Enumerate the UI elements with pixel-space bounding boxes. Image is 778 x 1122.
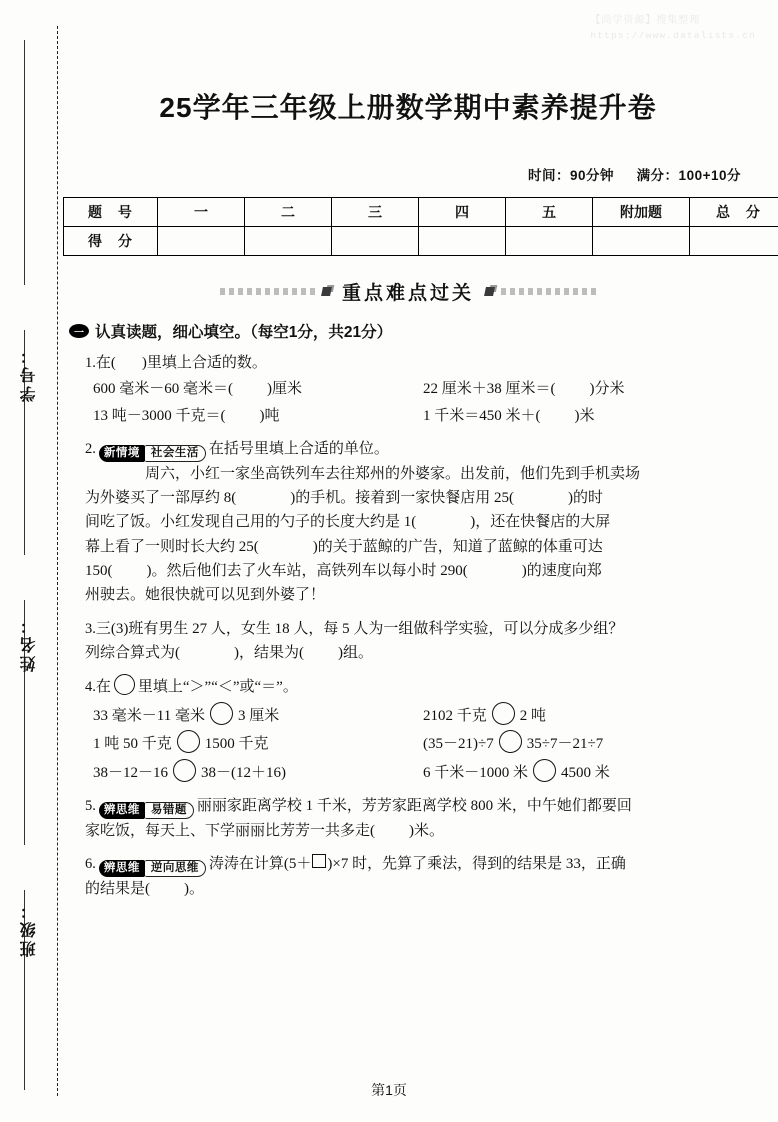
question-1-eq-1-unit: )厘米 xyxy=(267,381,302,398)
score-value-5[interactable] xyxy=(506,227,593,256)
q3-l2-b: )，结果为( xyxy=(234,645,304,662)
question-1-eq-1 xyxy=(93,377,423,401)
q2-l3-b: )，还在快餐店的大屏 xyxy=(470,514,611,531)
question-5-line-1 xyxy=(63,794,753,819)
question-1-eq-2 xyxy=(423,377,753,401)
q4-p2-right: 2 吨 xyxy=(519,707,547,724)
question-1 xyxy=(63,351,753,428)
q2-l2-a: 为外婆买了一部厚约 8( xyxy=(85,490,237,507)
question-1-stem xyxy=(63,351,753,375)
question-2-paragraph-line-5 xyxy=(63,559,753,583)
q3-l2-a: 列综合算式为( xyxy=(85,645,180,662)
compare-circle-icon[interactable] xyxy=(533,759,556,782)
question-4-row-2 xyxy=(63,730,753,756)
question-2-tags xyxy=(99,445,206,462)
student-name-label: 姓名： xyxy=(21,615,38,672)
banner-decoration-left xyxy=(219,288,315,295)
q4-p4-right: 35÷7－21÷7 xyxy=(526,736,604,753)
banner-square-left-icon xyxy=(321,287,332,296)
question-1-eq-2-unit: )分米 xyxy=(589,381,625,398)
question-2-tag-primary: 新情境 xyxy=(99,445,145,462)
banner-square-right-icon xyxy=(484,287,495,296)
score-table-row-label-0: 题 号 xyxy=(64,198,158,227)
score-col-3: 三 xyxy=(332,198,419,227)
q4-p4-left: (35－21)÷7 xyxy=(423,736,494,753)
question-3-line-2 xyxy=(63,641,753,665)
q2-l5-c: )的速度向郑 xyxy=(521,563,602,580)
question-6-tags xyxy=(99,860,206,877)
question-5-tag-secondary: 易错题 xyxy=(145,802,194,819)
banner-text: 重点难点过关 xyxy=(341,283,474,304)
question-1-row-1 xyxy=(63,377,753,401)
q2-l5-b: )。然后他们去了火车站，高铁列车以每小时 290( xyxy=(146,563,468,580)
question-1-eq-4-unit: )米 xyxy=(574,407,595,424)
score-col-2: 二 xyxy=(245,198,332,227)
question-4-pair-4 xyxy=(423,730,753,756)
question-2 xyxy=(63,437,753,608)
q6-l2-b: )。 xyxy=(184,880,204,897)
q6-l1-a: 涛涛在计算(5＋ xyxy=(208,855,312,872)
question-5-text: 丽丽家距离学校 1 千米，芳芳家距离学校 800 米，中午她们都要回 xyxy=(196,797,632,814)
question-1-stem-b: )里填上合适的数。 xyxy=(141,355,267,371)
question-2-paragraph-line-2 xyxy=(63,486,753,510)
question-5-tag-primary: 辨思维 xyxy=(99,802,145,819)
section-1-heading xyxy=(69,320,753,342)
question-6 xyxy=(63,852,753,901)
score-table-row-label-1: 得 分 xyxy=(64,227,158,256)
q4-p6-right: 4500 米 xyxy=(561,764,610,781)
score-value-4[interactable] xyxy=(419,227,506,256)
q4-p5-right: 38－(12＋16) xyxy=(201,764,287,781)
question-2-stem-text: 在括号里填上合适的单位。 xyxy=(208,441,389,458)
table-row-values xyxy=(64,227,778,256)
q4-p1-left: 33 毫米－11 毫米 xyxy=(93,707,205,724)
question-4-stem-a: 在 xyxy=(95,679,111,696)
q2-l5-a: 150( xyxy=(85,563,113,580)
q2-l3-a: 间吃了饭。小红发现自己用的勺子的长度大约是 1( xyxy=(85,514,417,531)
q2-l2-b: )的手机。接着到一家快餐店用 25( xyxy=(290,490,514,507)
time-label: 时间：90分钟 xyxy=(528,168,615,183)
question-1-number: 1. xyxy=(85,355,96,371)
question-5-number: 5. xyxy=(85,797,96,814)
question-1-eq-4-text: 1 千米＝450 米＋( xyxy=(423,407,541,424)
question-1-eq-3-text: 13 吨－3000 千克＝( xyxy=(93,407,226,424)
compare-circle-icon[interactable] xyxy=(173,759,196,782)
score-table xyxy=(63,197,778,256)
score-value-3[interactable] xyxy=(332,227,419,256)
q3-l2-c: )组。 xyxy=(338,645,373,662)
score-col-1: 一 xyxy=(158,198,245,227)
student-id-label: 学号： xyxy=(21,345,38,402)
section-1-title: 认真读题，细心填空。（每空1分，共21分） xyxy=(95,324,393,341)
question-5-tags xyxy=(99,802,194,819)
page-footer: 第1页 xyxy=(371,1082,407,1098)
q4-p3-left: 1 吨 50 千克 xyxy=(93,736,172,753)
score-col-bonus: 附加题 xyxy=(593,198,690,227)
q4-p3-right: 1500 千克 xyxy=(204,736,269,753)
score-value-2[interactable] xyxy=(245,227,332,256)
student-class-label: 班级： xyxy=(21,900,38,957)
compare-circle-icon[interactable] xyxy=(499,730,522,753)
question-2-stem xyxy=(63,437,753,462)
margin-dashed-line xyxy=(57,26,58,1096)
question-1-eq-4 xyxy=(423,404,753,428)
section-1-number-badge: 一 xyxy=(69,324,89,338)
question-2-tag-secondary: 社会生活 xyxy=(145,445,206,462)
question-4-pair-2 xyxy=(423,702,753,728)
section-banner xyxy=(63,278,753,305)
question-3-number: 3. xyxy=(85,620,96,637)
q6-l1-b: )×7 时，先算了乘法，得到的结果是 33，正确 xyxy=(327,855,626,872)
banner-decoration-right xyxy=(501,288,597,295)
question-4-stem xyxy=(63,679,298,695)
exam-meta xyxy=(63,164,741,184)
question-2-paragraph-line-6: 州驶去。她很快就可以见到外婆了！ xyxy=(85,587,326,604)
question-1-stem-a: 在( xyxy=(95,355,116,371)
compare-circle-icon[interactable] xyxy=(492,702,515,725)
question-4-row-3 xyxy=(63,759,753,785)
question-4-pair-1 xyxy=(93,702,423,728)
question-4-stem-b: 里填上“＞”“＜”或“＝”。 xyxy=(137,679,298,696)
question-6-tag-primary: 辨思维 xyxy=(99,860,145,877)
page-title: 25学年三年级上册数学期中素养提升卷 xyxy=(159,92,657,123)
score-col-total: 总 分 xyxy=(690,198,778,227)
question-3 xyxy=(63,617,753,666)
question-1-eq-2-text: 22 厘米＋38 厘米＝( xyxy=(423,381,556,398)
score-col-4: 四 xyxy=(419,198,506,227)
question-2-paragraph-line-4 xyxy=(63,535,753,559)
question-2-number: 2. xyxy=(85,441,96,458)
blank-box-icon[interactable] xyxy=(312,854,326,868)
question-6-line-2 xyxy=(63,877,753,901)
watermark-line-2: https://www.datalists.cn xyxy=(590,29,756,41)
question-4 xyxy=(63,674,753,784)
question-6-tag-secondary: 逆向思维 xyxy=(145,860,206,877)
q2-l4-a: 幕上看了一则时长大约 25( xyxy=(85,538,259,555)
question-5 xyxy=(63,794,753,843)
question-2-paragraph-line-1: 周六，小红一家坐高铁列车去往郑州的外婆家。出发前，他们先到手机卖场 xyxy=(145,465,641,482)
table-row-header xyxy=(64,198,778,227)
compare-circle-icon[interactable] xyxy=(210,702,233,725)
question-4-pair-5 xyxy=(93,759,423,785)
question-4-pair-3 xyxy=(93,730,423,756)
q2-l4-b: )的关于蓝鲸的广告，知道了蓝鲸的体重可达 xyxy=(312,538,603,555)
watermark-line-1: 【尚学资源】搜集整理 xyxy=(590,15,701,26)
question-6-line-1 xyxy=(63,852,753,877)
q4-p5-left: 38－12－16 xyxy=(93,764,169,781)
question-4-row-1 xyxy=(63,702,753,728)
question-1-eq-3 xyxy=(93,404,423,428)
question-1-row-2 xyxy=(63,404,753,428)
score-value-1[interactable] xyxy=(158,227,245,256)
content-column xyxy=(63,0,766,901)
compare-circle-icon[interactable] xyxy=(177,730,200,753)
q4-p1-right: 3 厘米 xyxy=(237,707,280,724)
q6-l2-a: 的结果是( xyxy=(85,880,150,897)
question-3-text: 三(3)班有男生 27 人，女生 18 人，每 5 人为一组做科学实验，可以分成多少组？ xyxy=(95,620,624,637)
q2-l2-c: )的时 xyxy=(568,490,603,507)
question-4-number: 4. xyxy=(85,679,96,696)
q5-l2-b: )米。 xyxy=(409,822,444,839)
question-1-eq-3-unit: )吨 xyxy=(259,407,280,424)
q4-p2-left: 2102 千克 xyxy=(423,707,487,724)
margin-rule-1 xyxy=(24,40,25,285)
score-value-bonus[interactable] xyxy=(593,227,690,256)
q5-l2-a: 家吃饭，每天上、下学丽丽比芳芳一共多走( xyxy=(85,822,375,839)
question-3-line-1 xyxy=(63,617,753,641)
score-col-5: 五 xyxy=(506,198,593,227)
question-4-pair-6 xyxy=(423,759,753,785)
question-6-number: 6. xyxy=(85,855,96,872)
score-value-total[interactable] xyxy=(690,227,778,256)
full-score-label: 满分：100+10分 xyxy=(636,168,741,183)
question-1-eq-1-text: 600 毫米－60 毫米＝( xyxy=(93,381,233,398)
question-5-line-2 xyxy=(63,819,753,843)
q4-p6-left: 6 千米－1000 米 xyxy=(423,764,529,781)
question-2-paragraph-line-3 xyxy=(63,510,753,534)
answer-circle-icon[interactable] xyxy=(114,674,135,695)
